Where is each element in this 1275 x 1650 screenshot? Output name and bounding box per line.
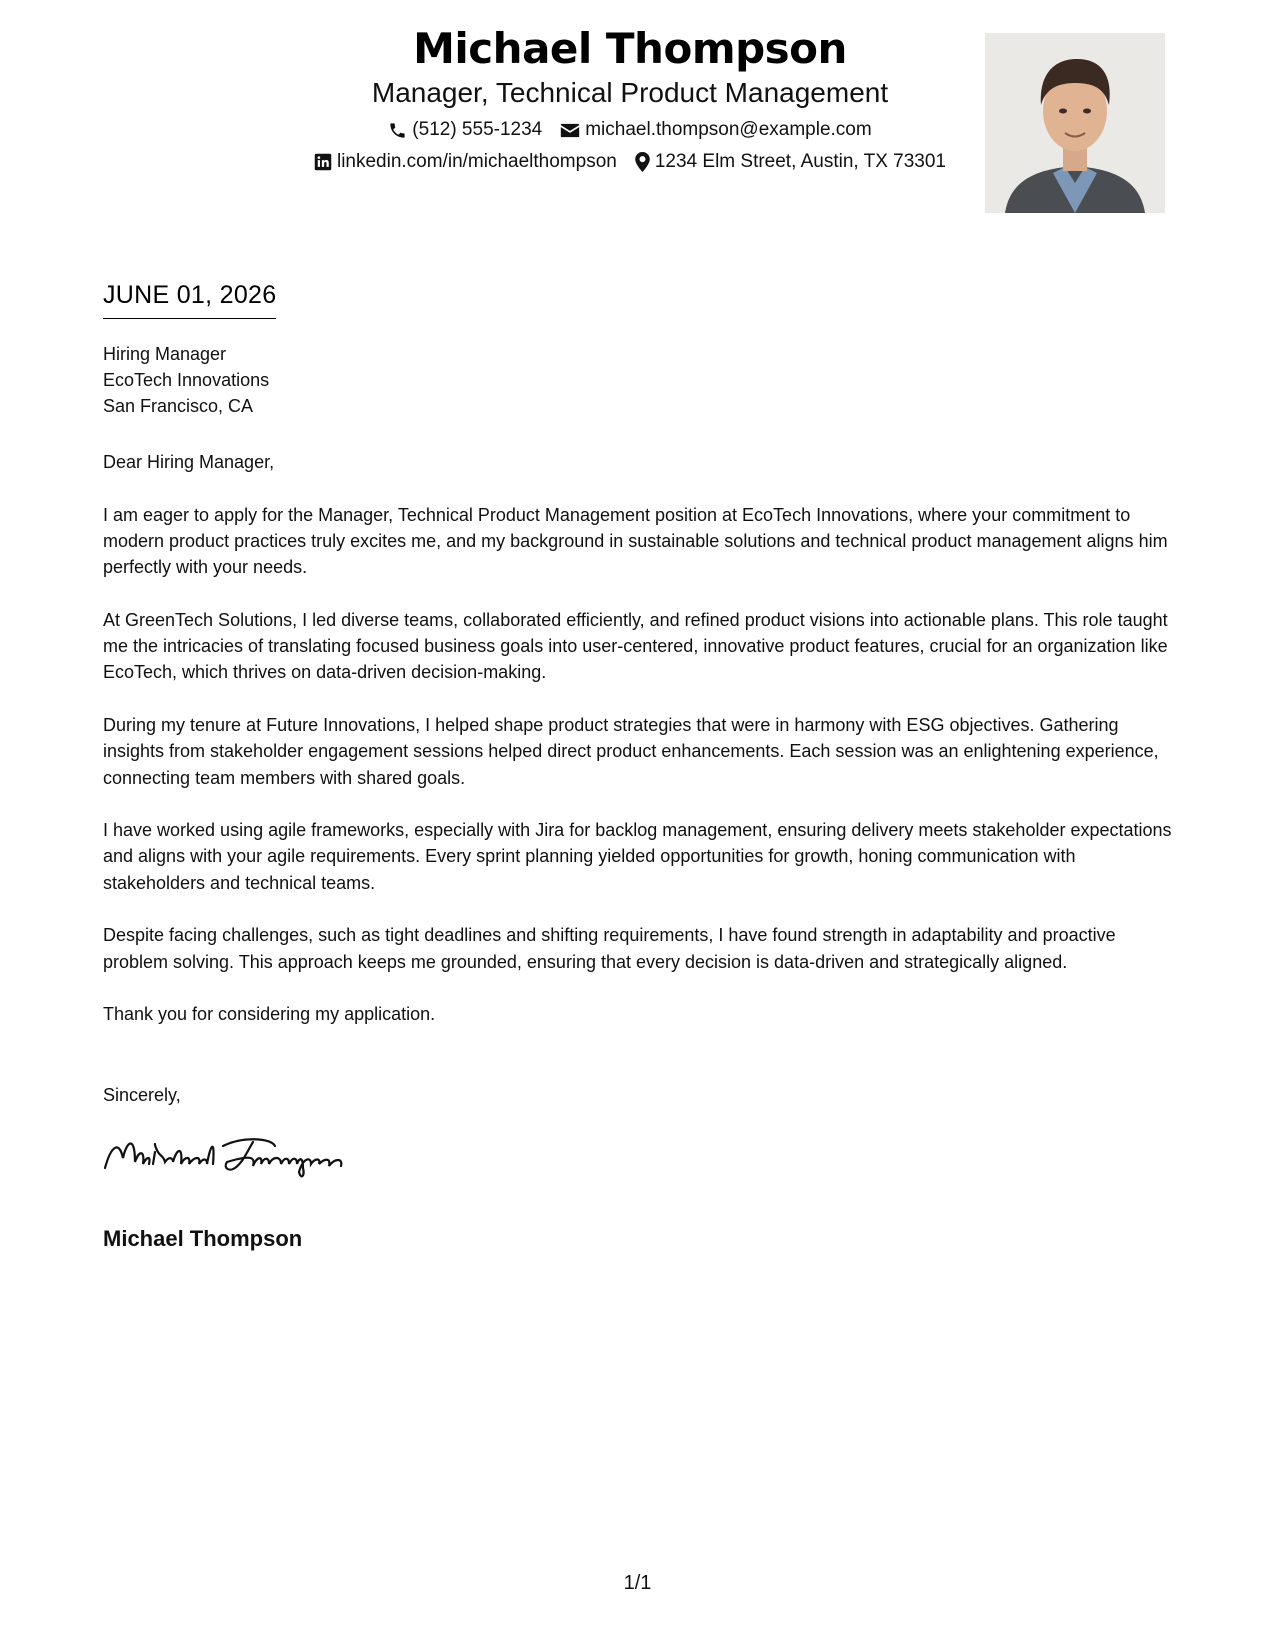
signer-name: Michael Thompson: [103, 1226, 303, 1251]
letter-date: JUNE 01, 2026: [103, 280, 276, 319]
map-pin-icon: [635, 152, 650, 172]
email-address[interactable]: michael.thompson@example.com: [585, 119, 872, 140]
letter-body: [103, 449, 1173, 1054]
body-paragraph: I have worked using agile frameworks, especially with Jira for backlog management, ensuring delivery meets stakeholder expectations and aligns with your agile requirements. Every sprint planning yielded opportunities for growth, honing communication with stakeholders and technical teams.: [103, 820, 1172, 893]
contact-line-1: [200, 118, 1060, 142]
closing-thanks: Thank you for considering my application.: [103, 1004, 436, 1025]
contact-line-2: [200, 150, 1060, 174]
linkedin-icon: [314, 153, 332, 171]
salutation: Dear Hiring Manager,: [103, 452, 275, 472]
body-paragraph: Despite facing challenges, such as tight deadlines and shifting requirements, I have found strength in adaptability and proactive problem solving. This approach keeps me grounded, ensuring that every decision is data-driven and strategically aligned.: [103, 925, 1116, 972]
street-address: 1234 Elm Street, Austin, TX 73301: [654, 151, 947, 172]
phone-icon: [388, 121, 407, 140]
recipient-location: San Francisco, CA: [103, 396, 254, 416]
handwritten-signature: [103, 1128, 363, 1183]
recipient-block: [103, 341, 269, 419]
phone-number: (512) 555-1234: [412, 119, 543, 140]
contact-address: [635, 150, 946, 174]
body-paragraph: At GreenTech Solutions, I led diverse teams, collaborated efficiently, and refined product visions into actionable plans. This role taught me the intricacies of translating focused business goals into user-centered, innovative product features, crucial for an organization like EcoTech, which thrives on data-driven decision-making.: [103, 609, 1168, 683]
contact-phone: [388, 118, 542, 142]
closing-line: Sincerely,: [103, 1085, 181, 1105]
body-paragraph: During my tenure at Future Innovations, I helped shape product strategies that were in harmony with ESG objectives. Gathering insights from stakeholder engagement sessions helped direct product enhancements. Each session was an enlightening experience, connecting team members with shared goals.: [103, 714, 1159, 788]
header-info: [200, 22, 1060, 174]
profile-photo: [985, 33, 1165, 213]
envelope-icon: [560, 122, 580, 139]
applicant-name: Michael Thompson: [413, 24, 847, 73]
recipient-company: EcoTech Innovations: [103, 370, 270, 390]
contact-linkedin[interactable]: [314, 150, 617, 174]
recipient-name: Hiring Manager: [103, 344, 227, 364]
applicant-title: Manager, Technical Product Management: [371, 77, 889, 108]
body-paragraph: I am eager to apply for the Manager, Technical Product Management position at EcoTech Innovations, where your commitment to modern product practices truly excites me, and my background in sustainable solutions and technical product management aligns him perfectly with your needs.: [103, 504, 1168, 578]
letter-header: [0, 0, 1275, 215]
contact-email[interactable]: [560, 118, 871, 142]
linkedin-url[interactable]: linkedin.com/in/michaelthompson: [336, 151, 617, 172]
letter-date-block: [103, 280, 276, 319]
page-indicator: 1/1: [623, 1572, 652, 1594]
